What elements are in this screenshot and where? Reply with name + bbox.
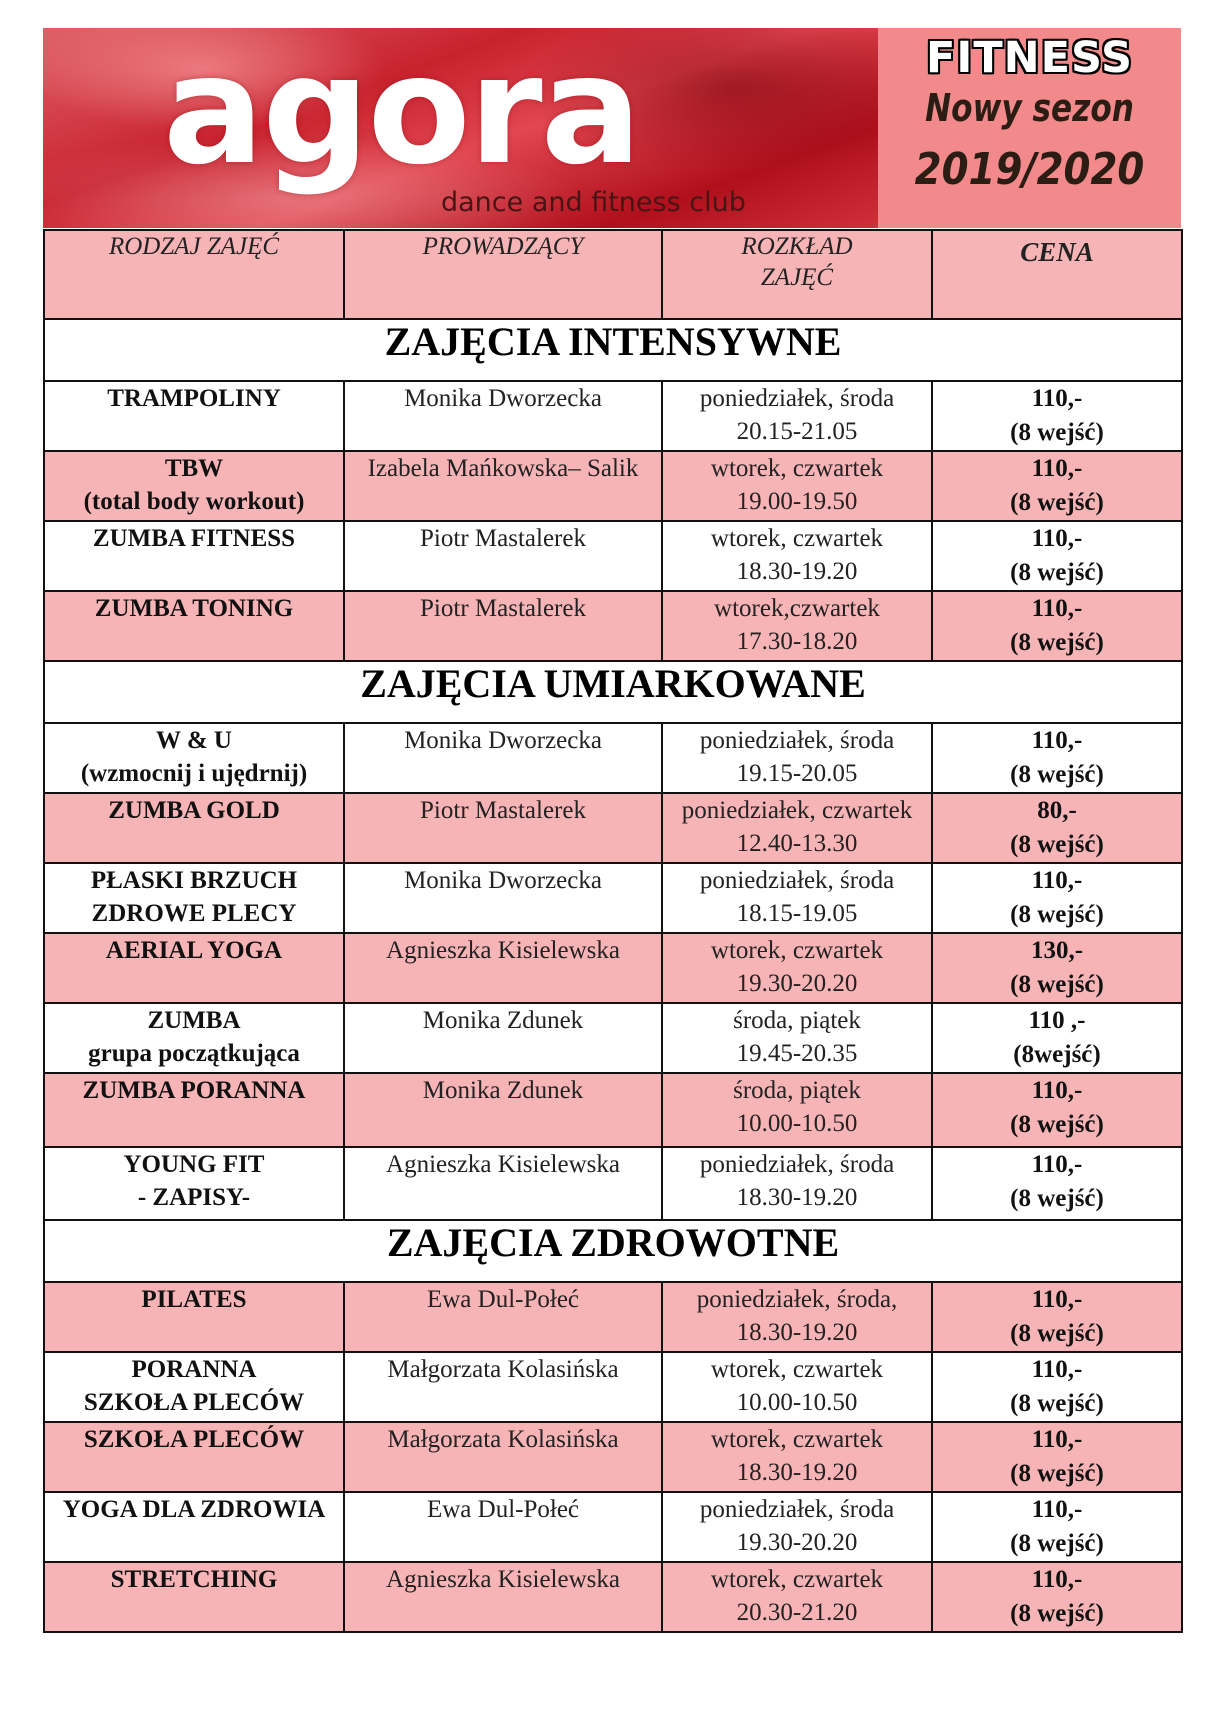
column-header-price: CENA	[932, 230, 1182, 319]
header-banner	[43, 28, 1181, 228]
table-header-row	[44, 230, 1182, 319]
instructor-name: Agnieszka Kisielewska	[344, 1562, 662, 1632]
class-price: 110,- (8 wejść)	[932, 1147, 1182, 1220]
class-schedule: poniedziałek, czwartek 12.40-13.30	[662, 793, 932, 863]
season-panel	[878, 28, 1181, 228]
column-header-type: RODZAJ ZAJĘĆ	[44, 230, 344, 319]
class-price: 110,- (8 wejść)	[932, 591, 1182, 661]
table-row	[44, 1147, 1182, 1220]
section-title: ZAJĘCIA UMIARKOWANE	[44, 661, 1182, 723]
schedule-table	[43, 229, 1183, 1633]
class-schedule: poniedziałek, środa 19.15-20.05	[662, 723, 932, 793]
class-schedule: wtorek, czwartek 18.30-19.20	[662, 1422, 932, 1492]
class-name: W & U (wzmocnij i ujędrnij)	[44, 723, 344, 793]
instructor-name: Monika Dworzecka	[344, 723, 662, 793]
table-row	[44, 1073, 1182, 1147]
section-header	[44, 319, 1182, 381]
class-price: 110,- (8 wejść)	[932, 381, 1182, 451]
class-name: PŁASKI BRZUCH ZDROWE PLECY	[44, 863, 344, 933]
logo-panel	[43, 28, 878, 228]
column-header-instructor: PROWADZĄCY	[344, 230, 662, 319]
class-schedule: wtorek, czwartek 10.00-10.50	[662, 1352, 932, 1422]
instructor-name: Agnieszka Kisielewska	[344, 1147, 662, 1220]
class-price: 110 ,- (8wejść)	[932, 1003, 1182, 1073]
class-price: 110,- (8 wejść)	[932, 723, 1182, 793]
class-price: 110,- (8 wejść)	[932, 1073, 1182, 1147]
table-row	[44, 1492, 1182, 1562]
instructor-name: Monika Dworzecka	[344, 381, 662, 451]
instructor-name: Monika Zdunek	[344, 1073, 662, 1147]
class-price: 110,- (8 wejść)	[932, 863, 1182, 933]
class-name: ZUMBA grupa początkująca	[44, 1003, 344, 1073]
season-years: 2019/2020	[914, 144, 1145, 195]
section-header	[44, 661, 1182, 723]
class-schedule: środa, piątek 10.00-10.50	[662, 1073, 932, 1147]
class-name: TRAMPOLINY	[44, 381, 344, 451]
class-schedule: poniedziałek, środa 19.30-20.20	[662, 1492, 932, 1562]
class-price: 130,- (8 wejść)	[932, 933, 1182, 1003]
section-header	[44, 1220, 1182, 1282]
instructor-name: Ewa Dul-Połeć	[344, 1282, 662, 1352]
class-schedule: wtorek, czwartek 20.30-21.20	[662, 1562, 932, 1632]
class-price: 110,- (8 wejść)	[932, 1562, 1182, 1632]
table-row	[44, 863, 1182, 933]
table-row	[44, 793, 1182, 863]
instructor-name: Agnieszka Kisielewska	[344, 933, 662, 1003]
class-name: YOGA DLA ZDROWIA	[44, 1492, 344, 1562]
instructor-name: Małgorzata Kolasińska	[344, 1352, 662, 1422]
table-row	[44, 933, 1182, 1003]
table-row	[44, 381, 1182, 451]
instructor-name: Małgorzata Kolasińska	[344, 1422, 662, 1492]
class-name: SZKOŁA PLECÓW	[44, 1422, 344, 1492]
table-row	[44, 1562, 1182, 1632]
table-row	[44, 591, 1182, 661]
class-name: AERIAL YOGA	[44, 933, 344, 1003]
class-schedule: wtorek, czwartek 19.00-19.50	[662, 451, 932, 521]
class-price: 110,- (8 wejść)	[932, 1492, 1182, 1562]
class-price: 110,- (8 wejść)	[932, 521, 1182, 591]
class-schedule: wtorek,czwartek 17.30-18.20	[662, 591, 932, 661]
class-name: ZUMBA FITNESS	[44, 521, 344, 591]
column-header-schedule: ROZKŁAD ZAJĘĆ	[662, 230, 932, 319]
table-row	[44, 1003, 1182, 1073]
club-logo: agora	[163, 28, 640, 198]
class-schedule: wtorek, czwartek 19.30-20.20	[662, 933, 932, 1003]
table-row	[44, 723, 1182, 793]
class-schedule: środa, piątek 19.45-20.35	[662, 1003, 932, 1073]
instructor-name: Ewa Dul-Połeć	[344, 1492, 662, 1562]
club-tagline: dance and fitness club	[441, 187, 746, 218]
table-row	[44, 1352, 1182, 1422]
fitness-title: FITNESS	[925, 33, 1134, 83]
class-name: TBW (total body workout)	[44, 451, 344, 521]
class-schedule: poniedziałek, środa 18.15-19.05	[662, 863, 932, 933]
table-row	[44, 1422, 1182, 1492]
class-schedule: poniedziałek, środa 18.30-19.20	[662, 1147, 932, 1220]
class-price: 80,- (8 wejść)	[932, 793, 1182, 863]
instructor-name: Izabela Mańkowska– Salik	[344, 451, 662, 521]
instructor-name: Piotr Mastalerek	[344, 793, 662, 863]
instructor-name: Monika Zdunek	[344, 1003, 662, 1073]
class-name: ZUMBA TONING	[44, 591, 344, 661]
class-price: 110,- (8 wejść)	[932, 1352, 1182, 1422]
class-price: 110,- (8 wejść)	[932, 451, 1182, 521]
table-row	[44, 451, 1182, 521]
section-title: ZAJĘCIA ZDROWOTNE	[44, 1220, 1182, 1282]
instructor-name: Monika Dworzecka	[344, 863, 662, 933]
instructor-name: Piotr Mastalerek	[344, 521, 662, 591]
class-name: PORANNA SZKOŁA PLECÓW	[44, 1352, 344, 1422]
class-price: 110,- (8 wejść)	[932, 1282, 1182, 1352]
season-subtitle: Nowy sezon	[925, 86, 1134, 130]
section-title: ZAJĘCIA INTENSYWNE	[44, 319, 1182, 381]
class-name: YOUNG FIT - ZAPISY-	[44, 1147, 344, 1220]
instructor-name: Piotr Mastalerek	[344, 591, 662, 661]
class-name: ZUMBA GOLD	[44, 793, 344, 863]
class-name: PILATES	[44, 1282, 344, 1352]
class-name: ZUMBA PORANNA	[44, 1073, 344, 1147]
class-schedule: poniedziałek, środa 20.15-21.05	[662, 381, 932, 451]
table-row	[44, 1282, 1182, 1352]
class-schedule: wtorek, czwartek 18.30-19.20	[662, 521, 932, 591]
class-price: 110,- (8 wejść)	[932, 1422, 1182, 1492]
table-row	[44, 521, 1182, 591]
class-schedule: poniedziałek, środa, 18.30-19.20	[662, 1282, 932, 1352]
class-name: STRETCHING	[44, 1562, 344, 1632]
